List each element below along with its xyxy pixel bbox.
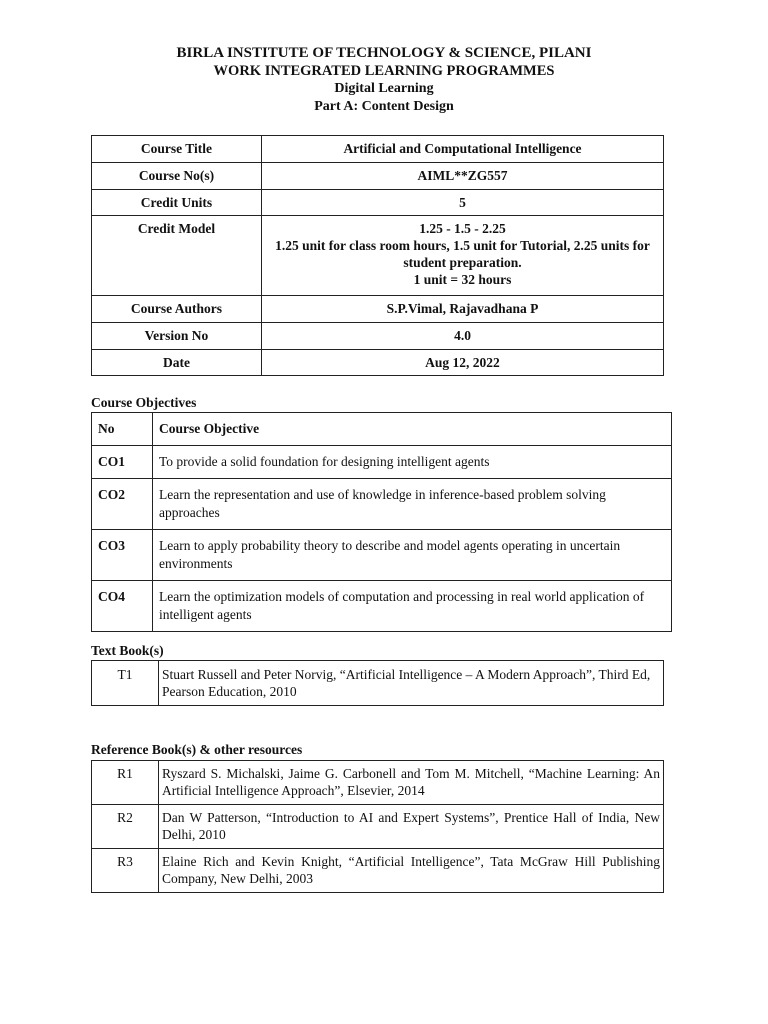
table-row: [92, 581, 672, 632]
reference-citation: Elaine Rich and Kevin Knight, “Artificial Intelligence”, Tata McGraw Hill Publishing Company, New Delhi, 2003: [159, 849, 664, 893]
table-row: [92, 805, 664, 849]
objective-no: CO4: [92, 581, 153, 632]
credit-units-value: 5: [262, 190, 664, 216]
institute-name: BIRLA INSTITUTE OF TECHNOLOGY & SCIENCE, PILANI: [176, 45, 592, 61]
table-row: [92, 530, 672, 581]
document-header: [0, 44, 768, 116]
table-row: [92, 190, 664, 216]
course-no-value: AIML**ZG557: [262, 163, 664, 190]
credit-model-label: Credit Model: [92, 216, 262, 296]
table-row: [92, 446, 672, 479]
division-name: Digital Learning: [334, 81, 434, 96]
course-authors-label: Course Authors: [92, 296, 262, 323]
version-label: Version No: [92, 323, 262, 350]
objective-no: CO1: [92, 446, 153, 479]
course-info-table: [91, 135, 664, 376]
version-value: 4.0: [262, 323, 664, 350]
credit-model-split: 1.25 - 1.5 - 2.25: [419, 221, 506, 236]
reference-id: R3: [92, 849, 159, 893]
objective-no: CO3: [92, 530, 153, 581]
objective-text: Learn the representation and use of knowledge in inference-based problem solving approaches: [153, 479, 672, 530]
text-book-id: T1: [92, 661, 159, 706]
table-row: [92, 216, 664, 296]
table-row: [92, 323, 664, 350]
objective-text: Learn the optimization models of computation and processing in real world application of intelligent agents: [153, 581, 672, 632]
reference-id: R2: [92, 805, 159, 849]
course-title-label: Course Title: [92, 136, 262, 163]
date-label: Date: [92, 350, 262, 376]
credit-model-description: 1.25 unit for class room hours, 1.5 unit for Tutorial, 2.25 units for student preparation.: [275, 238, 650, 270]
objective-text-header: Course Objective: [153, 413, 672, 446]
text-book-citation: Stuart Russell and Peter Norvig, “Artificial Intelligence – A Modern Approach”, Third Ed, Pearson Education, 2010: [159, 661, 664, 706]
programme-name: WORK INTEGRATED LEARNING PROGRAMMES: [213, 63, 555, 79]
date-value: Aug 12, 2022: [262, 350, 664, 376]
reference-books-table: [91, 760, 664, 893]
objective-no: CO2: [92, 479, 153, 530]
objective-no-header: No: [92, 413, 153, 446]
reference-citation: Dan W Patterson, “Introduction to AI and Expert Systems”, Prentice Hall of India, New Delhi, 2010: [159, 805, 664, 849]
table-row: [92, 136, 664, 163]
table-row: [92, 761, 664, 805]
objective-text: Learn to apply probability theory to describe and model agents operating in uncertain environments: [153, 530, 672, 581]
document-part-title: Part A: Content Design: [314, 99, 454, 114]
text-books-table: [91, 660, 664, 706]
course-authors-value: S.P.Vimal, Rajavadhana P: [262, 296, 664, 323]
references-section-title: Reference Book(s) & other resources: [91, 742, 303, 757]
reference-id: R1: [92, 761, 159, 805]
course-title-value: Artificial and Computational Intelligence: [262, 136, 664, 163]
course-no-label: Course No(s): [92, 163, 262, 190]
table-header-row: [92, 413, 672, 446]
text-books-section-title: Text Book(s): [91, 643, 164, 658]
course-objectives-table: [91, 412, 672, 632]
reference-citation: Ryszard S. Michalski, Jaime G. Carbonell and Tom M. Mitchell, “Machine Learning: An Artificial Intelligence Approach”, Elsevier, 2014: [159, 761, 664, 805]
objective-text: To provide a solid foundation for designing intelligent agents: [153, 446, 672, 479]
table-row: [92, 661, 664, 706]
credit-model-value: [262, 216, 664, 296]
objectives-section-title: Course Objectives: [91, 395, 197, 410]
table-row: [92, 163, 664, 190]
credit-model-unit-hours: 1 unit = 32 hours: [413, 272, 512, 287]
table-row: [92, 296, 664, 323]
table-row: [92, 479, 672, 530]
credit-units-label: Credit Units: [92, 190, 262, 216]
table-row: [92, 849, 664, 893]
table-row: [92, 350, 664, 376]
